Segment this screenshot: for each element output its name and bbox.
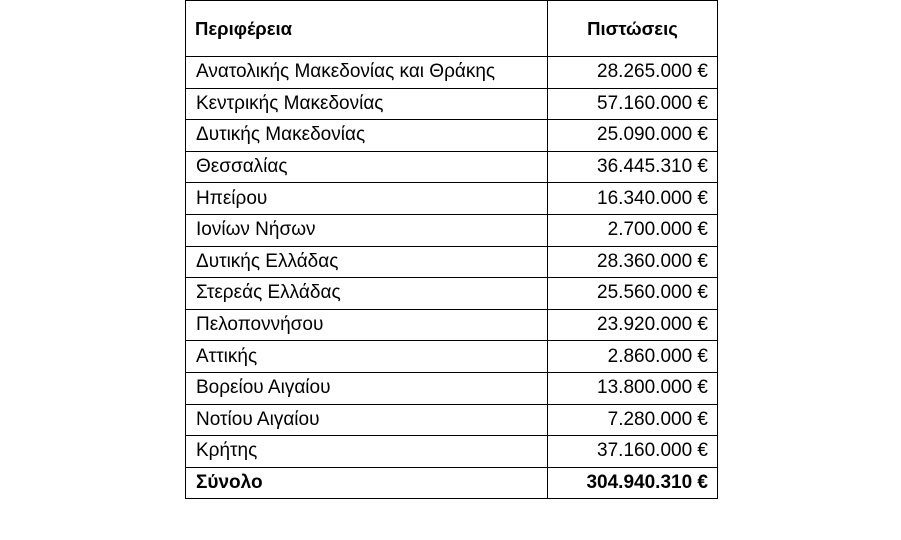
table-header-row xyxy=(186,1,718,57)
credit-amount-cell: 7.280.000 € xyxy=(548,404,718,436)
table-row xyxy=(186,341,718,373)
credit-amount-cell: 25.560.000 € xyxy=(548,278,718,310)
region-name-cell: Ανατολικής Μακεδονίας και Θράκης xyxy=(186,57,548,89)
credit-amount-cell: 23.920.000 € xyxy=(548,309,718,341)
credit-amount-cell: 2.860.000 € xyxy=(548,341,718,373)
credit-amount-cell: 57.160.000 € xyxy=(548,88,718,120)
table-row xyxy=(186,57,718,89)
table-row xyxy=(186,151,718,183)
table-row xyxy=(186,214,718,246)
table-row xyxy=(186,372,718,404)
region-name-cell: Αττικής xyxy=(186,341,548,373)
table-row xyxy=(186,436,718,468)
credits-table-container xyxy=(185,0,717,499)
credit-amount-cell: 28.265.000 € xyxy=(548,57,718,89)
table-row xyxy=(186,278,718,310)
region-name-cell: Δυτικής Ελλάδας xyxy=(186,246,548,278)
region-name-cell: Βορείου Αιγαίου xyxy=(186,372,548,404)
header-region: Περιφέρεια xyxy=(186,1,548,57)
region-name-cell: Δυτικής Μακεδονίας xyxy=(186,120,548,152)
region-name-cell: Πελοποννήσου xyxy=(186,309,548,341)
region-name-cell: Νοτίου Αιγαίου xyxy=(186,404,548,436)
region-name-cell: Ηπείρου xyxy=(186,183,548,215)
credit-amount-cell: 25.090.000 € xyxy=(548,120,718,152)
header-credits: Πιστώσεις xyxy=(548,1,718,57)
region-name-cell: Ιονίων Νήσων xyxy=(186,214,548,246)
total-row xyxy=(186,467,718,499)
total-amount: 304.940.310 € xyxy=(548,467,718,499)
credit-amount-cell: 16.340.000 € xyxy=(548,183,718,215)
credit-amount-cell: 2.700.000 € xyxy=(548,214,718,246)
table-row xyxy=(186,183,718,215)
table-row xyxy=(186,246,718,278)
region-name-cell: Κεντρικής Μακεδονίας xyxy=(186,88,548,120)
table-body xyxy=(186,57,718,468)
credit-amount-cell: 37.160.000 € xyxy=(548,436,718,468)
credit-amount-cell: 13.800.000 € xyxy=(548,372,718,404)
table-row xyxy=(186,120,718,152)
credits-table xyxy=(185,0,718,499)
table-row xyxy=(186,404,718,436)
total-label: Σύνολο xyxy=(186,467,548,499)
credit-amount-cell: 36.445.310 € xyxy=(548,151,718,183)
region-name-cell: Κρήτης xyxy=(186,436,548,468)
region-name-cell: Στερεάς Ελλάδας xyxy=(186,278,548,310)
table-row xyxy=(186,88,718,120)
region-name-cell: Θεσσαλίας xyxy=(186,151,548,183)
table-row xyxy=(186,309,718,341)
credit-amount-cell: 28.360.000 € xyxy=(548,246,718,278)
